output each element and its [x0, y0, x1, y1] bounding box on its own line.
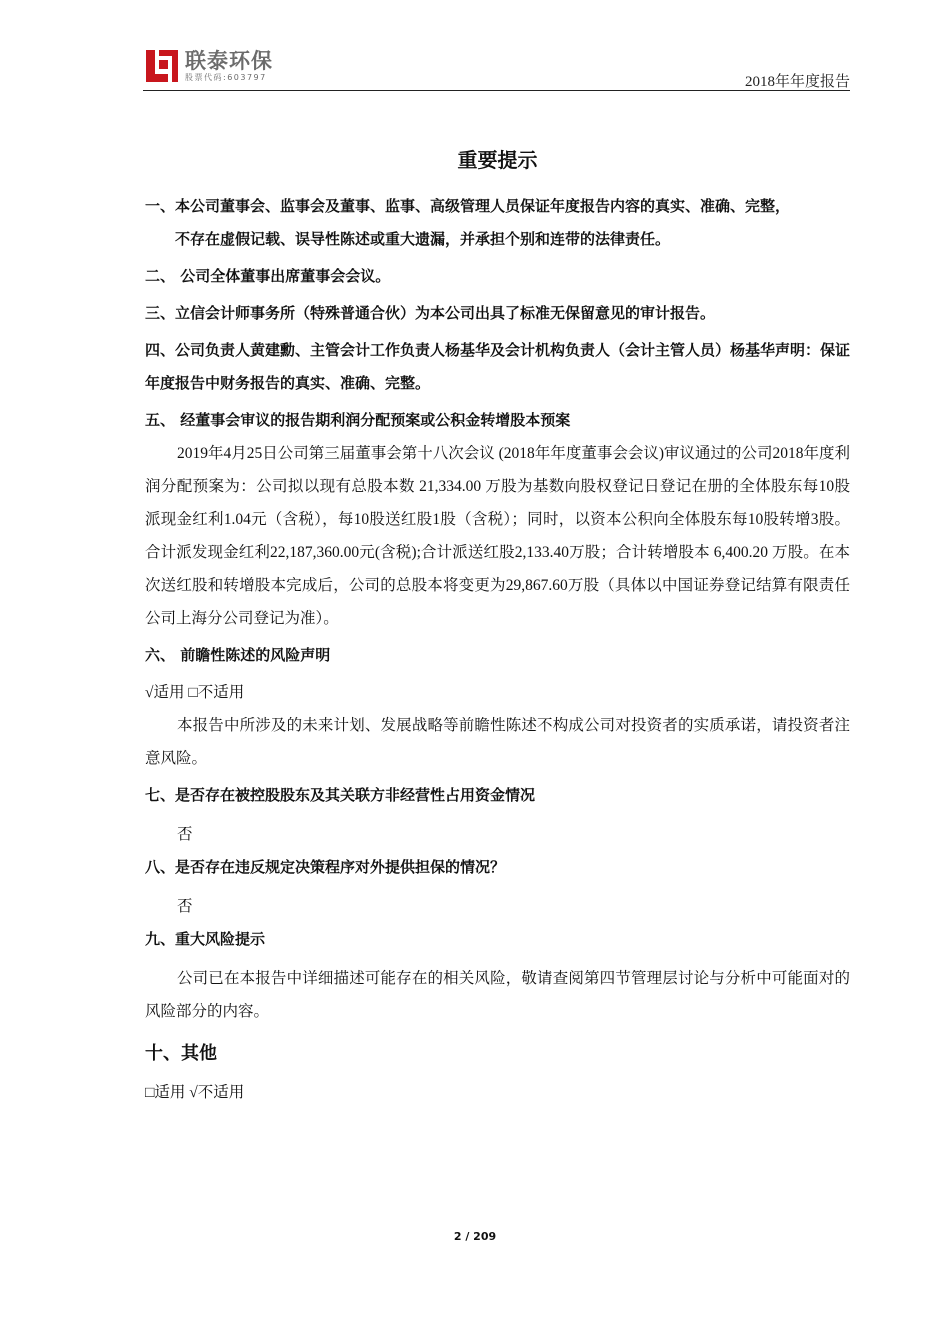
- section-5-title: 五、 经董事会审议的报告期利润分配预案或公积金转增股本预案: [145, 411, 571, 429]
- company-logo: [143, 47, 273, 85]
- logo-company-name: 联泰环保: [185, 49, 273, 73]
- section-10-title: 十、其他: [145, 1043, 217, 1064]
- section-6-title: 六、 前瞻性陈述的风险声明: [145, 646, 331, 664]
- page-title: 重要提示: [457, 148, 538, 172]
- section-7-title: 七、是否存在被控股股东及其关联方非经营性占用资金情况: [145, 786, 536, 804]
- report-title: 2018年年度报告: [744, 74, 850, 90]
- important-notice-body: [145, 140, 850, 1109]
- section-4: 四、公司负责人黄建勳、主管会计工作负责人杨基华及会计机构负责人（会计主管人员）杨基华声明：保证年度报告中财务报告的真实、准确、完整。: [145, 341, 851, 392]
- lt-logo-icon: [143, 47, 181, 85]
- section-6-body: 本报告中所涉及的未来计划、发展战略等前瞻性陈述不构成公司对投资者的实质承诺，请投资者注意风险。: [145, 717, 850, 767]
- section-9-title: 九、重大风险提示: [145, 930, 266, 948]
- section-5-body: 2019年4月25日公司第三届董事会第十八次会议 (2018年年度董事会会议)审议通过的公司2018年度利润分配预案为：公司拟以现有总股本数 21,334.00 万股为基数向股权登记日登记在册的全体股东每10股派现金红利1.04元（含税），每10股送红股1股（含税）；同时，以资本公积向全体股东每10股转增3股。合计派发现金红利22,187,360.00元(含税);合计派送红股2,133.40万股；合计转增股本 6,400.20 万股。在本次送红股和转增股本完成后，公司的总股本将变更为29,867.60万股（具体以中国证券登记结算有限责任公司上海分公司登记为准）。: [145, 445, 850, 627]
- section-1-line2: 不存在虚假记载、误导性陈述或重大遗漏，并承担个别和连带的法律责任。: [175, 230, 671, 248]
- section-8-answer: 否: [177, 898, 193, 915]
- section-1-line1: 一、本公司董事会、监事会及董事、监事、高级管理人员保证年度报告内容的真实、准确、完整，: [145, 197, 791, 215]
- section-7-answer: 否: [177, 826, 193, 843]
- section-9-body: 公司已在本报告中详细描述可能存在的相关风险，敬请查阅第四节管理层讨论与分析中可能面对的风险部分的内容。: [145, 970, 850, 1020]
- section-3: 三、立信会计师事务所（特殊普通合伙）为本公司出具了标准无保留意见的审计报告。: [145, 304, 716, 322]
- section-2: 二、 公司全体董事出席董事会会议。: [145, 267, 391, 285]
- section-8-title: 八、是否存在违反规定决策程序对外提供担保的情况？: [145, 858, 506, 876]
- logo-stock-code: 股票代码:603797: [185, 73, 267, 82]
- header-divider: [143, 90, 850, 91]
- section-10-applicable: □适用 √不适用: [145, 1084, 245, 1101]
- page-number: 2 / 209: [453, 1230, 497, 1243]
- section-6-applicable: √适用 □不适用: [145, 684, 245, 701]
